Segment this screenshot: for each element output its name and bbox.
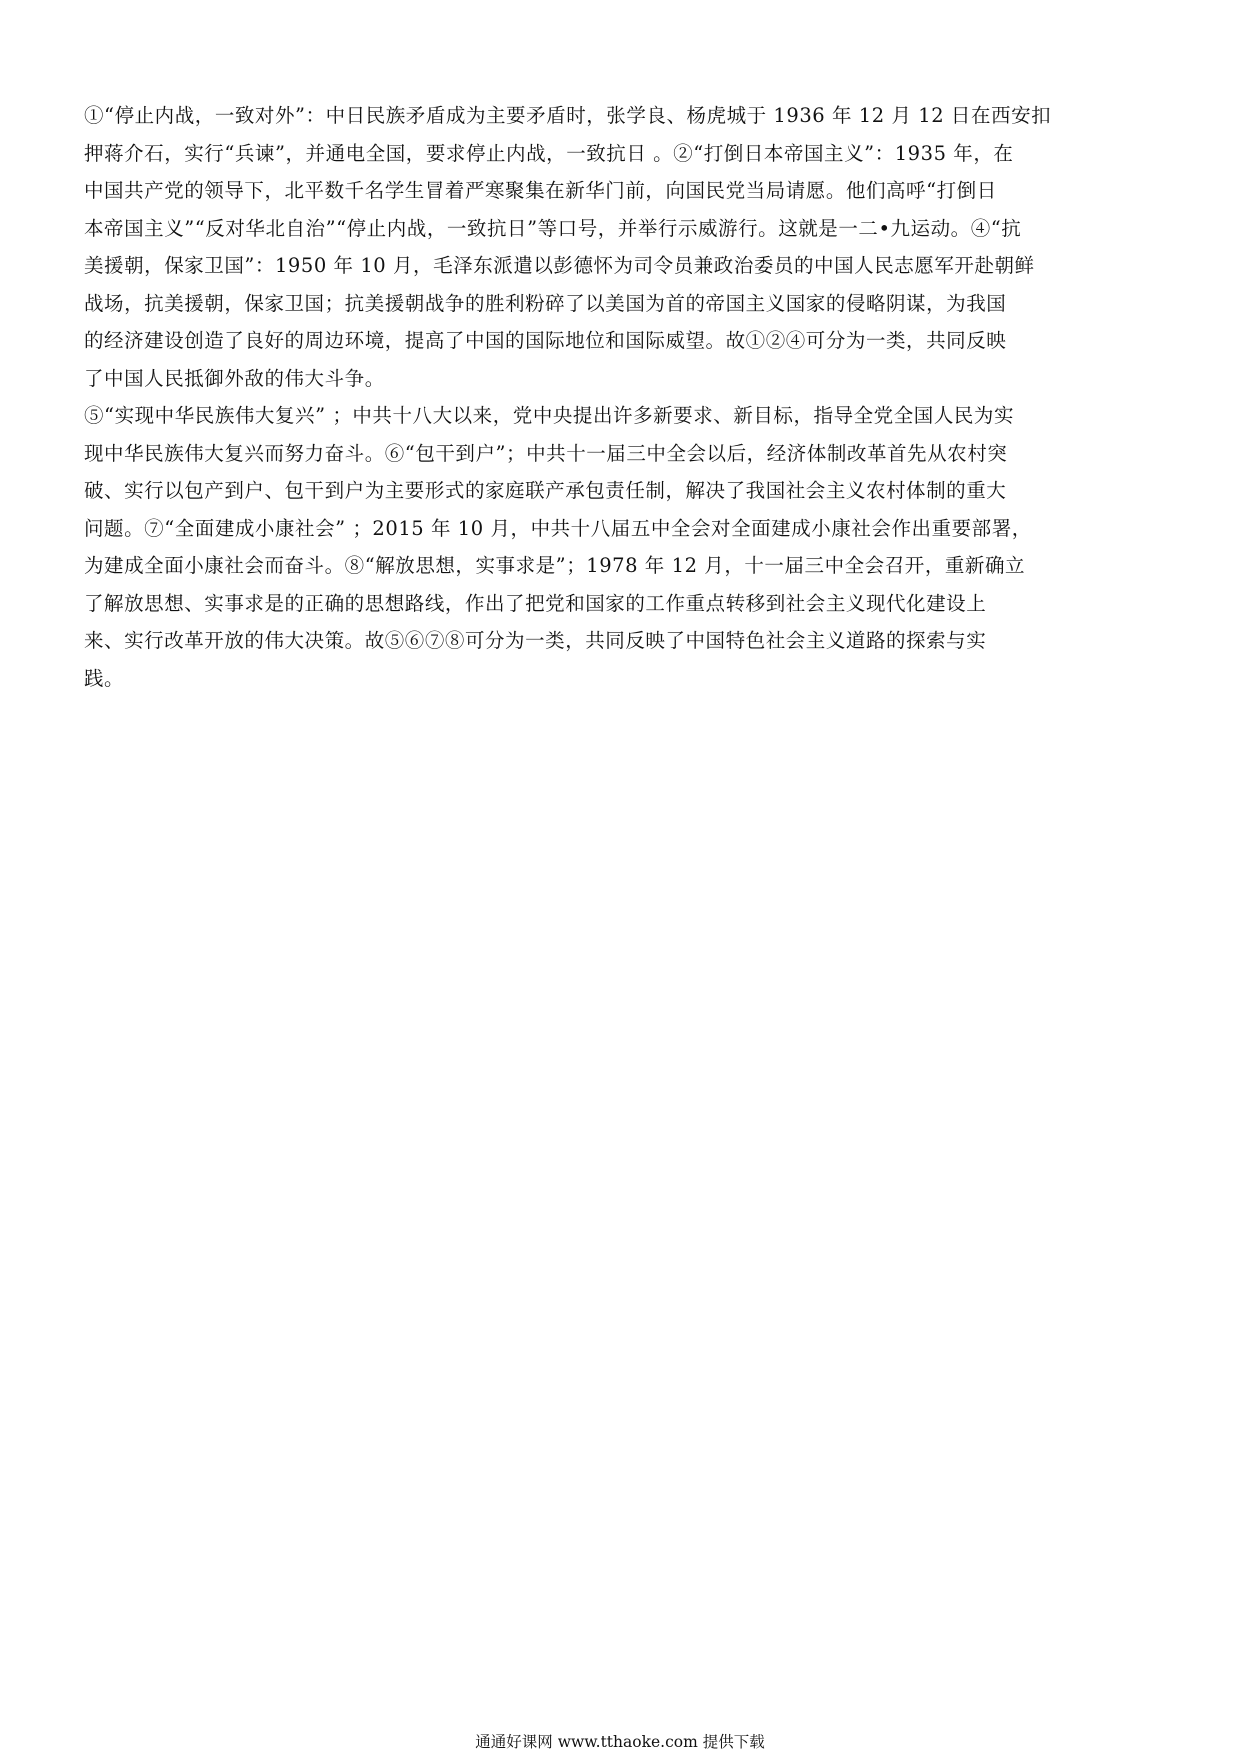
text-line: 了解放思想、实事求是的正确的思想路线，作出了把党和国家的工作重点转移到社会主义现代化建设上 xyxy=(84,591,987,615)
text-line: 本帝国主义”“反对华北自治”“停止内战，一致抗日”等口号，并举行示威游行。这就是一二•九运动。④“抗 xyxy=(84,216,1022,240)
answer-explanation-text xyxy=(84,97,1136,697)
text-line: ①“停止内战，一致对外”：中日民族矛盾成为主要矛盾时，张学良、杨虎城于 1936 年 12 月 12 日在西安扣 xyxy=(84,104,1052,127)
text-line: 中国共产党的领导下，北平数千名学生冒着严寒聚集在新华门前，向国民党当局请愿。他们高呼“打倒日 xyxy=(84,179,997,202)
text-line: 押蒋介石，实行“兵谏”，并通电全国，要求停止内战，一致抗日 。②“打倒日本帝国主义”：1935 年，在 xyxy=(84,141,1014,165)
text-line: 战场，抗美援朝，保家卫国；抗美援朝战争的胜利粉碎了以美国为首的帝国主义国家的侵略阴谋，为我国 xyxy=(84,291,1007,315)
text-line: 为建成全面小康社会而奋斗。⑧“解放思想，实事求是”；1978 年 12 月，十一届三中全会召开，重新确立 xyxy=(84,554,1026,577)
page-footer: 通通好课网 www.tthaoke.com 提供下载 xyxy=(475,1733,765,1751)
text-line: 的经济建设创造了良好的周边环境，提高了中国的国际地位和国际威望。故①②④可分为一类，共同反映 xyxy=(84,329,1007,352)
text-line: ⑤“实现中华民族伟大复兴” ；中共十八大以来，党中央提出许多新要求、新目标，指导全党全国人民为实 xyxy=(84,404,1015,427)
text-line: 问题。⑦“全面建成小康社会” ；2015 年 10 月，中共十八届五中全会对全面建成小康社会作出重要部署， xyxy=(84,516,1032,540)
text-line: 破、实行以包产到户、包干到户为主要形式的家庭联产承包责任制，解决了我国社会主义农村体制的重大 xyxy=(84,479,1007,502)
text-line: 美援朝，保家卫国”：1950 年 10 月，毛泽东派遣以彭德怀为司令员兼政治委员的中国人民志愿军开赴朝鲜 xyxy=(84,254,1035,277)
text-line: 了中国人民抵御外敌的伟大斗争。 xyxy=(84,366,385,390)
text-line: 践。 xyxy=(84,666,125,690)
text-line: 来、实行改革开放的伟大决策。故⑤⑥⑦⑧可分为一类，共同反映了中国特色社会主义道路的探索与实 xyxy=(84,629,987,652)
text-line: 现中华民族伟大复兴而努力奋斗。⑥“包干到户”；中共十一届三中全会以后，经济体制改革首先从农村突 xyxy=(84,441,1008,465)
